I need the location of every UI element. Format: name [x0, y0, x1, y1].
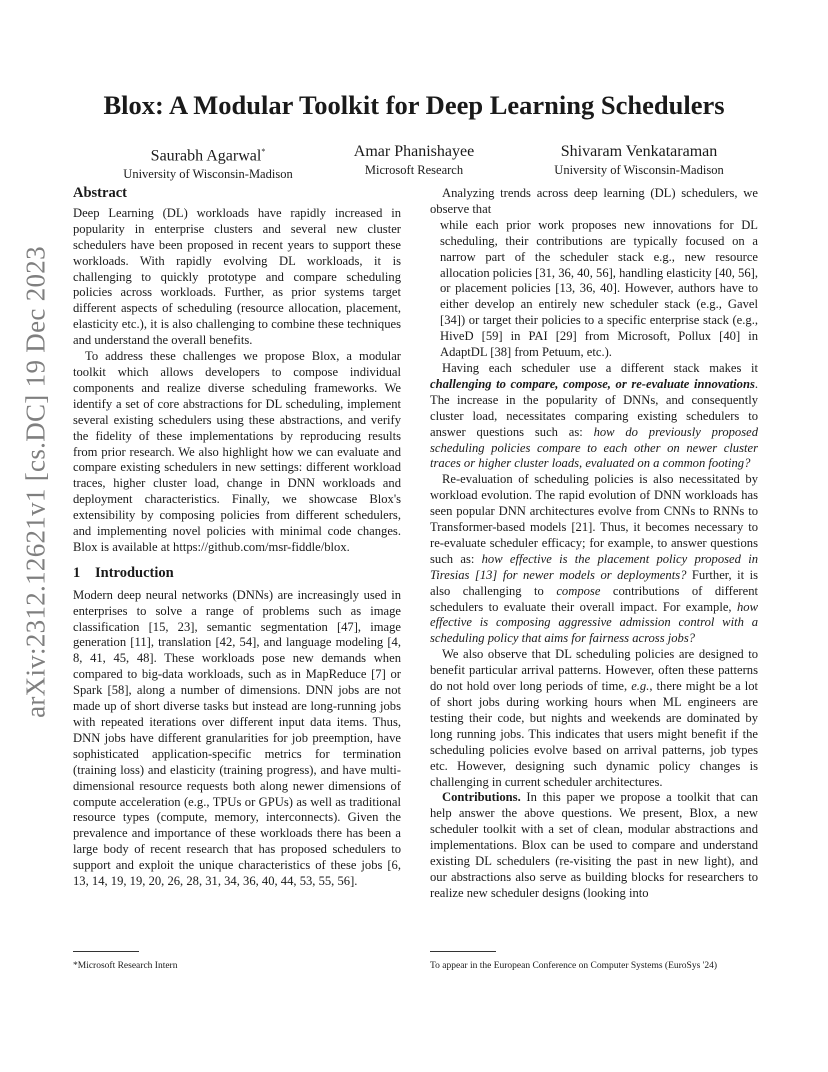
paper-title: Blox: A Modular Toolkit for Deep Learning Schedulers [103, 90, 725, 120]
author-2 [314, 142, 514, 178]
author-3 [524, 142, 754, 178]
author-1-footnote-mark: * [261, 147, 266, 156]
emphasis-challenging: challenging to compare, compose, or re-evaluate innovations [430, 376, 755, 391]
abstract-heading: Abstract [73, 185, 127, 201]
contributions-heading: Contributions. [442, 790, 521, 805]
arxiv-identifier: arXiv:2312.12621v1 [cs.DC] 19 Dec 2023 [20, 246, 51, 718]
footnote-right: To appear in the European Conference on Computer Systems (EuroSys '24) [430, 961, 718, 971]
intro-paragraph-2: Analyzing trends across deep learning (DL) schedulers, we observe that [430, 186, 758, 216]
section-number: 1 [73, 564, 81, 581]
intro-quote: while each prior work proposes new innovations for DL scheduling, their contributions are typically focused on a narrow part of the scheduler stack e.g., new resource allocation policies [31, 36, 40, 56], handling elasticity [40, 56], or placement policies [13, 36, 40]. However, authors have to either develop an entirely new scheduler stack (e.g., Gavel [34]) or target their policies to a specific enterprise stack (e.g., HiveD [59] in PAI [29] from Microsoft, Pollux [40] in AdaptDL [38] from Petuum, etc.). [440, 217, 758, 360]
author-2-affiliation: Microsoft Research [364, 163, 464, 177]
intro-paragraph-4: Re-evaluation of scheduling policies is also necessitated by workload evolution. The rapid evolution of DNN workloads has seen popular DNN architectures evolve from CNNs to RNNs to Transformer-based models [21]. Thus, it becomes necessary to re-evaluate scheduler efficacy; for example, to answer questions such as: how effective is the placement policy proposed in Tiresias [13] for newer models or deployments? Further, it is also challenging to compose contributions of different schedulers to evaluate their overall impact. For example, how effective is composing aggressive admission control with a scheduling policy that aims for fairness across jobs? [430, 472, 759, 646]
section-heading-introduction [73, 566, 401, 582]
abstract-paragraph-2: To address these challenges we propose Blox, a modular toolkit which allows developers to compose individual components and realize diverse scheduling frameworks. We identify a set of core abstractions for DL scheduling, implement several existing schedulers using these abstractions, and verify the fidelity of these implementations by reproducing results from prior research. We also highlight how we can evaluate and compare existing schedulers in new settings: different workload traces, higher cluster load, change in DNN workloads and deployment characteristics. Finally, we showcase Blox's extensibility by composing policies from different schedulers, and implementing novel policies with minimal code changes. Blox is available at https://github.com/msr-fiddle/blox. [73, 349, 401, 554]
intro-paragraph-1: Modern deep neural networks (DNNs) are increasingly used in enterprises to solve a range of problems such as image classification [15, 23], semantic segmentation [47], image generation [11], translation [42, 54], and language modeling [4, 8, 41, 45, 48]. These workloads pose new demands when compared to big-data workloads, such as in MapReduce [7] or Spark [58], along a number of dimensions. DNN jobs are not made up of short diverse tasks but instead are long-running jobs with repeated iterations over different input data items. Thus, DNN jobs have different granularities for job preemption, have sophisticated application-specific metrics for termination (training loss) and elasticity (training progress), and have multi-dimensional resource requests both along newer dimensions of compute acceleration (e.g., TPUs or GPUs) as well as traditional resource types (compute, memory, interconnects). Given the prevalence and importance of these workloads there has been a large body of recent research that has proposed schedulers to support and exploit the unique characteristics of these jobs [6, 13, 14, 19, 19, 20, 26, 28, 31, 34, 36, 40, 44, 53, 55, 56]. [73, 587, 401, 889]
author-1 [98, 142, 318, 182]
emphasis-question-3: how effective is composing aggressive admission control with a scheduling policy that aims for fairness across jobs? [430, 599, 758, 646]
footnote-rule-right [430, 951, 496, 952]
intro-paragraph-contributions: Contributions. In this paper we propose a toolkit that can help answer the above questions. We present, Blox, a new scheduler toolkit with a set of clean, modular abstractions and implementations. Blox can be used to compare and understand existing DL schedulers (re-visiting the past in new light), and our abstractions also serve as building blocks for researchers to realize new scheduler designs (looking into [430, 790, 758, 900]
section-title: Introduction [95, 564, 174, 581]
abstract-paragraph-1: Deep Learning (DL) workloads have rapidly increased in popularity in enterprise clusters and several new cluster schedulers have been proposed in recent years to support these workloads. With rapidly evolving DL workloads, it is challenging to quickly prototype and compare scheduling policies across workloads. Further, as prior systems target different aspects of scheduling (resource allocation, placement, elasticity etc.), it is also challenging to combine these techniques and understand the overall benefits. [73, 205, 401, 348]
intro-paragraph-5: We also observe that DL scheduling policies are designed to benefit particular arrival patterns. However, often these patterns do not hold over long periods of time, e.g., there might be a lot of short jobs during working hours when ML engineers are testing their code, but nights and weekends are dominated by long running jobs. This indicates that users might benefit if the scheduling policies evolve based on arrival patterns, job types etc. However, designing such dynamic policy changes is challenging in current scheduler architectures. [430, 647, 758, 789]
author-3-name: Shivaram Venkataraman [560, 143, 718, 160]
right-column [430, 186, 758, 902]
arxiv-sidebar-stamp [20, 246, 51, 718]
intro-paragraph-3: Having each scheduler use a different stack makes it challenging to compare, compose, or re-evaluate innovations. The increase in the popularity of DNNs, and consequently cluster load, necessitates comparing existing schedulers to answer questions such as: how do previously proposed scheduling policies compare to each other on newer cluster traces or higher cluster loads, evaluated on a common footing? [430, 360, 759, 471]
author-3-affiliation: University of Wisconsin-Madison [554, 163, 724, 177]
left-column [73, 186, 401, 890]
footnote-rule-left [73, 951, 139, 952]
footnote-left: *Microsoft Research Intern [73, 961, 178, 971]
author-1-affiliation: University of Wisconsin-Madison [123, 167, 293, 182]
emphasis-eg: e.g. [631, 679, 650, 694]
emphasis-compose: compose [556, 583, 601, 598]
emphasis-question-1: how do previously proposed scheduling policies compare to each other on newer cluster traces or higher cluster loads, evaluated on a common footing? [430, 424, 759, 471]
author-2-name: Amar Phanishayee [353, 143, 475, 160]
author-1-name: Saurabh Agarwal [150, 147, 262, 165]
emphasis-question-2: how effective is the placement policy proposed in Tiresias [13] for newer models or deployments? [430, 551, 758, 582]
